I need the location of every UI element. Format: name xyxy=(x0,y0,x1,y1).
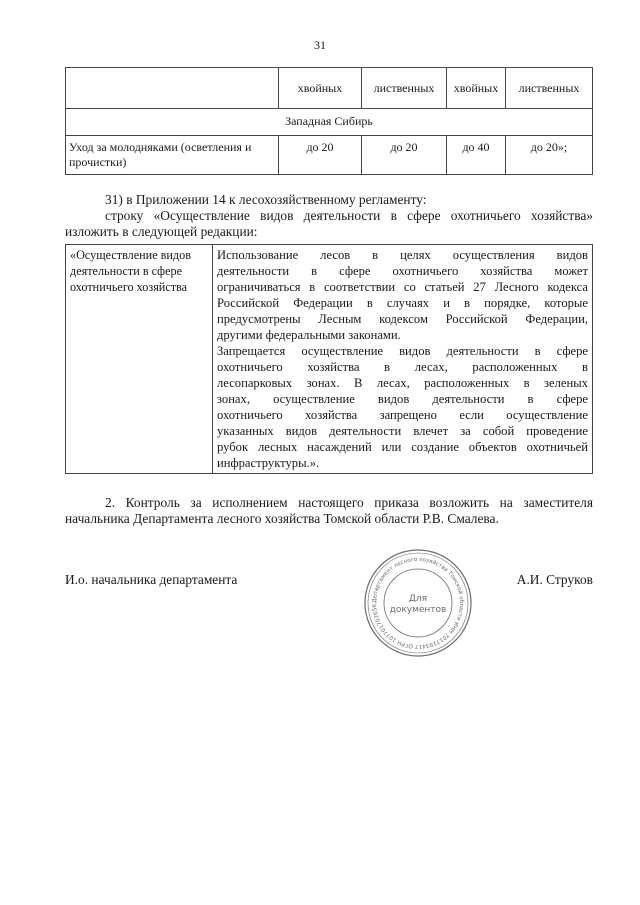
text-line: Запрещается осуществление видов деятельности в сфере xyxy=(217,344,588,358)
row-name-cell: Уход за молодняками (осветления и прочистки) xyxy=(66,136,279,175)
region-cell: Западная Сибирь xyxy=(66,109,593,136)
activity-text-cell xyxy=(213,245,593,474)
item-31-title: 31) в Приложении 14 к лесохозяйственному регламенту: xyxy=(105,192,427,207)
text-line: деятельности в сфере охотничьего хозяйства может xyxy=(217,264,588,278)
stamp-center-line: документов xyxy=(389,605,447,615)
value-cell: до 20 xyxy=(279,136,362,175)
value-cell: до 40 xyxy=(447,136,506,175)
replacement-table xyxy=(65,244,593,474)
text-line: Российской Федерации в случаях и в порядке, которые xyxy=(217,296,588,310)
table-row xyxy=(66,136,593,175)
stamp-center-line: Для xyxy=(408,594,428,604)
text-line: предусмотрены Лесным кодексом Российской Федерации, xyxy=(217,312,588,326)
stamp-ring-text: Департамент лесного хозяйства Томской области ИНН 7017193417 ОГРН 107701702656 xyxy=(371,556,465,650)
text-line: ограничиваться в соответствии со статьей 27 Лесного кодекса xyxy=(217,280,588,294)
signature-name: А.И. Струков xyxy=(516,572,593,587)
value-cell: до 20»; xyxy=(506,136,593,175)
text-line: лесопарковых зонах. В лесах, расположенных в зеленых xyxy=(217,376,588,390)
activity-name-cell: «Осуществление видов деятельности в сфере охотничьего хозяйства xyxy=(66,245,213,474)
text-line: другими федеральными законами. xyxy=(217,328,401,342)
table-row xyxy=(66,245,593,474)
header-cell: лиственных xyxy=(362,68,447,109)
text-line: Использование лесов в целях осуществления видов xyxy=(217,248,588,262)
value-cell: до 20 xyxy=(362,136,447,175)
item-2-line: начальника Департамента лесного хозяйства Томской области Р.В. Смалева. xyxy=(65,511,499,526)
page-number: 31 xyxy=(314,38,326,52)
text-line: охотничьего хозяйства запрещено если осуществление xyxy=(217,408,588,422)
header-cell: хвойных xyxy=(447,68,506,109)
text-line: охотничьего хозяйства в лесах, расположенных в xyxy=(217,360,588,374)
quota-table xyxy=(65,67,593,175)
table-header-row xyxy=(66,68,593,109)
header-cell: хвойных xyxy=(279,68,362,109)
header-cell xyxy=(66,68,279,109)
header-cell: лиственных xyxy=(506,68,593,109)
text-line: зонах, осуществление видов деятельности в сфере xyxy=(217,392,588,406)
text-line: указанных видов деятельности влечет за собой проведение xyxy=(217,424,588,438)
item-31-line: строку «Осуществление видов деятельности в сфере охотничьего хозяйства» xyxy=(105,208,593,223)
text-line: рубок лесных насаждений или создание объектов охотничьей xyxy=(217,440,588,454)
text-line: инфраструктуры.». xyxy=(217,456,320,470)
item-31-line: изложить в следующей редакции: xyxy=(65,224,258,239)
signature-position: И.о. начальника департамента xyxy=(65,572,238,587)
official-stamp xyxy=(362,547,474,659)
item-2-line: 2. Контроль за исполнением настоящего приказа возложить на заместителя xyxy=(105,495,593,510)
region-row xyxy=(66,109,593,136)
